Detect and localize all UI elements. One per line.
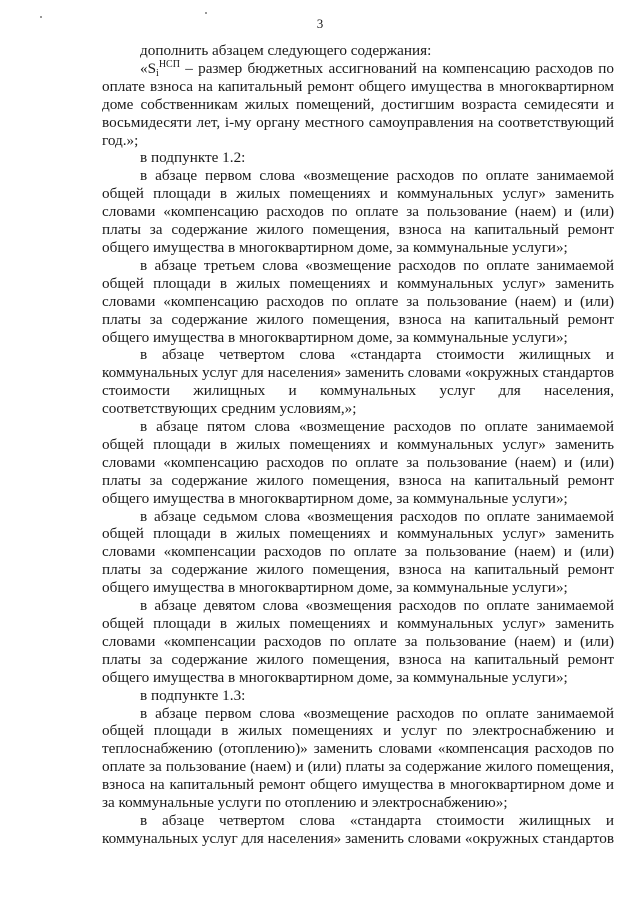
page-number: 3 <box>316 16 324 31</box>
paragraph-1-3-fourth: в абзаце четвертом слова «стандарта стоимости жилищных и коммунальных услуг для населения» заменить словами «окружных стандартов <box>102 811 614 847</box>
paragraph-intro: дополнить абзацем следующего содержания: <box>140 42 432 59</box>
formula-superscript: НСП <box>158 58 180 70</box>
paragraph-1-2-seventh: в абзаце седьмом слова «возмещения расходов по оплате занимаемой общей площади в жилых помещениях и коммунальных услуг» заменить словами «компенсации расходов по оплате за пользование (наем) и (или) платы за содержание жилого помещения, взноса на капитальный ремонт общего имущества в многоквартирном доме, за коммунальные услуги»; <box>102 507 614 597</box>
scan-speck <box>40 16 42 18</box>
paragraph-1-3-first: в абзаце первом слова «возмещение расходов по оплате занимаемой общей площади в жилых помещениях и услуг по электроснабжению и теплоснабжению (отоплению)» заменить словами «компенсация расходов по оплате за пользование (наем) и (или) платы за содержание жилого помещения, взноса на капитальный ремонт общего имущества в многоквартирном доме и за коммунальные услуги по отоплению и электроснабжению»; <box>102 704 614 812</box>
document-body <box>102 42 614 848</box>
subpoint-heading-1-2: в подпункте 1.2: <box>140 149 246 167</box>
paragraph-1-2-ninth: в абзаце девятом слова «возмещения расходов по оплате занимаемой общей площади в жилых помещениях и коммунальных услуг» заменить словами «компенсации расходов по оплате за пользование (наем) и (или) платы за содержание жилого помещения, взноса на капитальный ремонт общего имущества в многоквартирном доме, за коммунальные услуги»; <box>102 597 614 686</box>
subpoint-heading-1-3: в подпункте 1.3: <box>140 686 246 704</box>
paragraph-1-2-third: в абзаце третьем слова «возмещение расходов по оплате занимаемой общей площади в жилых помещениях и коммунальных услуг» заменить словами «компенсацию расходов по оплате за пользование (наем) и (или) платы за содержание жилого помещения, взноса на капитальный ремонт общего имущества в многоквартирном доме, за коммунальные услуги»; <box>102 256 614 346</box>
paragraph-1-2-fifth: в абзаце пятом слова «возмещение расходов по оплате занимаемой общей площади в жилых помещениях и коммунальных услуг» заменить словами «компенсацию расходов по оплате за пользование (наем) и (или) платы за содержание жилого помещения, взноса на капитальный ремонт общего имущества в многоквартирном доме, за коммунальные услуги»; <box>102 418 614 507</box>
formula-definition-text: – размер бюджетных ассигнований на компенсацию расходов по оплате взноса на капитальный ремонт общего имущества в многоквартирном доме собственникам жилых помещений, достигшим возраста семидесяти и восьмидесяти лет, i-му органу местного самоуправления на соответствующий год.»; <box>102 59 614 149</box>
formula-symbol: «S <box>140 59 157 77</box>
paragraph-1-2-fourth: в абзаце четвертом слова «стандарта стоимости жилищных и коммунальных услуг для населения» заменить словами «окружных стандартов стоимости жилищных и коммунальных услуг для населения, соответствующих средним условиям,»; <box>102 346 614 418</box>
paragraph-1-2-first: в абзаце первом слова «возмещение расходов по оплате занимаемой общей площади в жилых помещениях и коммунальных услуг» заменить словами «компенсацию расходов по оплате за пользование (наем) и (или) платы за содержание жилого помещения, взноса на капитальный ремонт общего имущества в многоквартирном доме, за коммунальные услуги»; <box>102 167 614 256</box>
paragraph-formula-definition <box>102 60 614 150</box>
formula-subscript: i <box>156 67 159 79</box>
scan-speck <box>205 12 207 14</box>
